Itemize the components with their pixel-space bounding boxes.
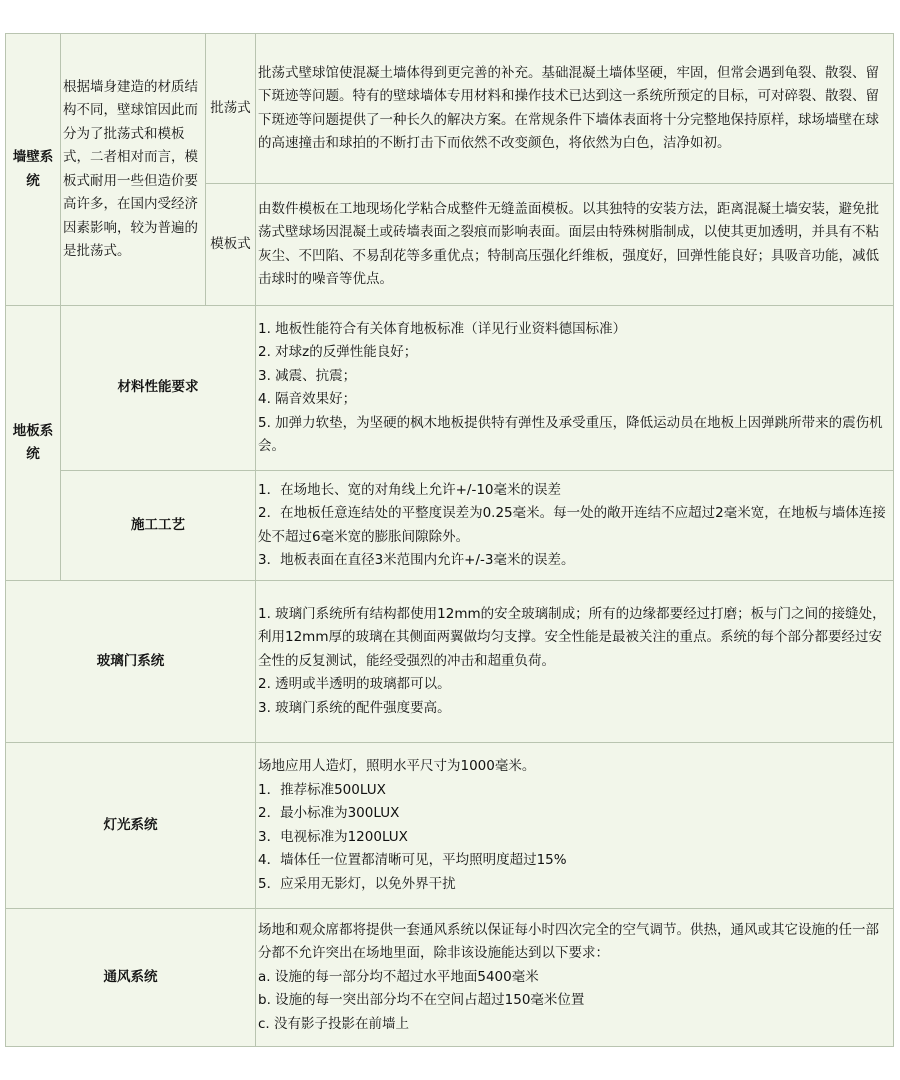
floor-construction-list	[256, 471, 894, 581]
floor-section-material: 材料性能要求	[61, 306, 256, 471]
wall-type-panel: 模板式	[206, 184, 256, 306]
list-item: 1. 玻璃门系统所有结构都使用12mm的安全玻璃制成；所有的边缘都要经过打磨；板与门之间的接缝处，利用12mm厚的玻璃在其侧面两翼做均匀支撑。安全性能是最被关注的重点。系统的每个部分都要经过安全性的反复测试，能经受强烈的冲击和超重负荷。	[258, 605, 886, 669]
vent-row	[6, 909, 894, 1047]
wall-type-plaster-text: 批荡式壁球馆使混凝土墙体得到更完善的补充。基础混凝土墙体坚硬，牢固，但常会遇到龟裂、散裂、留下斑迹等问题。特有的壁球墙体专用材料和操作技术已达到这一系统所预定的目标，可对碎裂、散裂、留下斑迹等问题提供了一种长久的解决方案。在常规条件下墙体表面将十分完整地保持原样，球场墙壁在球的高速撞击和球拍的不断打击下而依然不改变颜色，将依然为白色，洁净如初。	[256, 34, 894, 184]
list-item: 1. 地板性能符合有关体育地板标准（详见行业资料德国标准）	[258, 320, 627, 337]
floor-material-list	[256, 306, 894, 471]
list-item: 3. 减震、抗震；	[258, 367, 357, 384]
light-category: 灯光系统	[6, 743, 256, 909]
floor-section-construction: 施工工艺	[61, 471, 256, 581]
list-item: 5. 加弹力软垫，为坚硬的枫木地板提供特有弹性及承受重压，降低运动员在地板上因弹跳所带来的震伤机会。	[258, 414, 883, 454]
list-item: b. 设施的每一突出部分均不在空间占超过150毫米位置	[258, 992, 585, 1009]
list-item: 3. 玻璃门系统的配件强度要高。	[258, 699, 451, 716]
floor-category: 地板系统	[6, 306, 61, 581]
list-item: a. 设施的每一部分均不超过水平地面5400毫米	[258, 968, 539, 985]
vent-category: 通风系统	[6, 909, 256, 1047]
floor-row-material	[6, 306, 894, 471]
spec-table	[5, 33, 894, 1047]
floor-row-construction	[6, 471, 894, 581]
light-row	[6, 743, 894, 909]
wall-description: 根据墙身建造的材质结构不同，壁球馆因此而分为了批荡式和模板式，二者相对而言，模板式耐用一些但造价要高许多，在国内受经济因素影响，较为普遍的是批荡式。	[61, 34, 206, 306]
list-item: 3．地板表面在直径3米范围内允许+/-3毫米的误差。	[258, 552, 575, 568]
list-item: 场地和观众席都将提供一套通风系统以保证每小时四次完全的空气调节。供热，通风或其它设施的任一部分都不允许突出在场地里面，除非该设施能达到以下要求：	[258, 921, 879, 962]
glass-category: 玻璃门系统	[6, 581, 256, 743]
wall-category: 墙壁系统	[6, 34, 61, 306]
list-item: c. 没有影子投影在前墙上	[258, 1015, 410, 1032]
light-list	[256, 743, 894, 909]
list-item: 1．推荐标准500LUX	[258, 781, 386, 798]
list-item: 2. 对球z的反弹性能良好；	[258, 344, 418, 360]
list-item: 场地应用人造灯，照明水平尺寸为1000毫米。	[258, 758, 536, 774]
glass-row	[6, 581, 894, 743]
wall-type-panel-text: 由数件模板在工地现场化学粘合成整件无缝盖面模板。以其独特的安装方法，距离混凝土墙安装，避免批荡式壁球场因混凝土或砖墙表面之裂痕而影响表面。面层由特殊树脂制成，以使其更加透明，并具有不粘灰尘、不凹陷、不易刮花等多重优点；特制高压强化纤维板，强度好，回弹性能良好；具吸音功能，减低击球时的噪音等优点。	[256, 184, 894, 306]
vent-list	[256, 909, 894, 1047]
wall-type-plaster: 批荡式	[206, 34, 256, 184]
glass-list	[256, 581, 894, 743]
list-item: 2．最小标准为300LUX	[258, 805, 400, 821]
list-item: 3．电视标准为1200LUX	[258, 828, 408, 845]
list-item: 5．应采用无影灯，以免外界干扰	[258, 875, 456, 892]
list-item: 1．在场地长、宽的对角线上允许+/-10毫米的误差	[258, 481, 561, 498]
list-item: 4．墙体任一位置都清晰可见，平均照明度超过15%	[258, 852, 567, 868]
wall-row-plaster	[6, 34, 894, 184]
list-item: 2．在地板任意连结处的平整度误差为0.25毫米。每一处的敞开连结不应超过2毫米宽，在地板与墙体连接处不超过6毫米宽的膨胀间隙除外。	[258, 505, 886, 545]
list-item: 4. 隔音效果好；	[258, 391, 357, 407]
list-item: 2. 透明或半透明的玻璃都可以。	[258, 676, 451, 693]
